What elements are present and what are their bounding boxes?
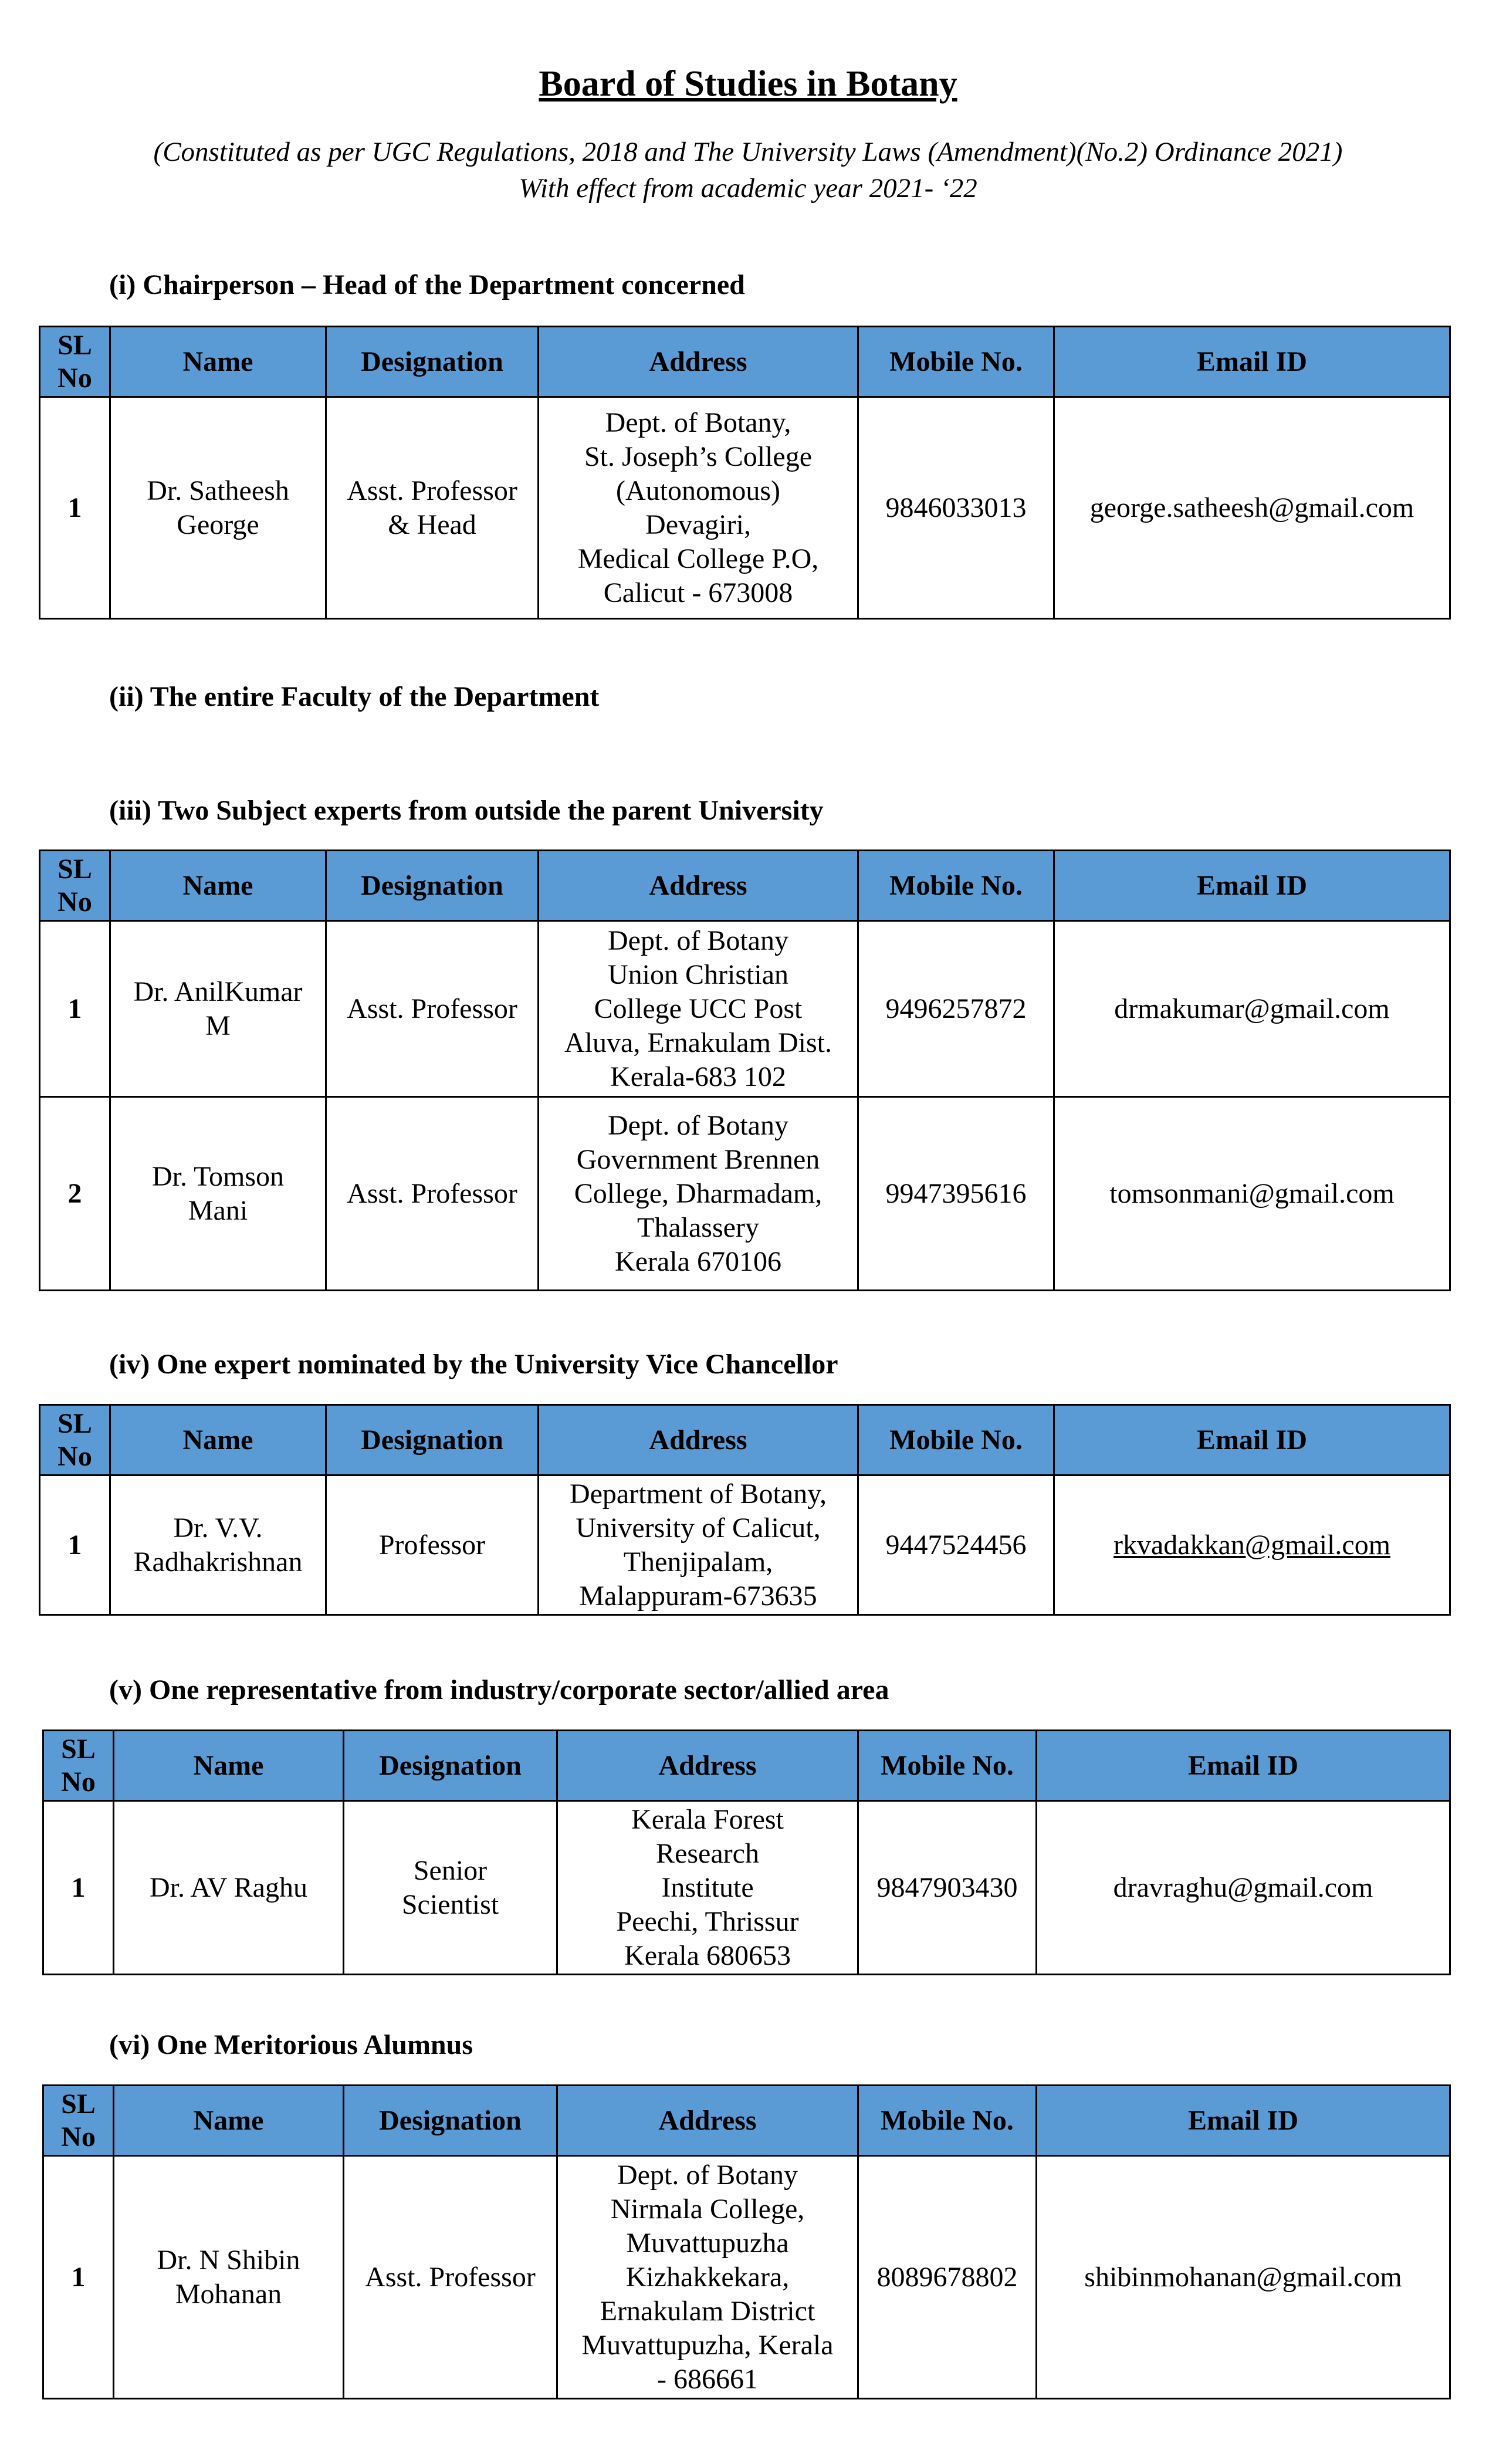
header-name: Name: [110, 851, 326, 921]
cell-address: Dept. of Botany, St. Joseph’s College (Autonomous) Devagiri, Medical College P.O, Calicut - 673008: [539, 397, 858, 619]
table-row: [43, 1801, 1450, 1975]
cell-mobile: 9496257872: [858, 921, 1054, 1097]
header-name: Name: [114, 1731, 344, 1801]
cell-mobile: 9947395616: [858, 1097, 1054, 1291]
page-title: Board of Studies in Botany: [539, 64, 957, 104]
table-row: [40, 1475, 1450, 1615]
header-address: Address: [539, 327, 858, 397]
cell-mobile: 9846033013: [858, 397, 1054, 619]
cell-mobile: 9447524456: [858, 1475, 1054, 1615]
email-link[interactable]: rkvadakkan@gmail.com: [1113, 1529, 1391, 1561]
header-name: Name: [110, 327, 326, 397]
table-row: [40, 921, 1450, 1097]
subtitle-line-1: (Constituted as per UGC Regulations, 2018 and The University Laws (Amendment)(No.2) Ordinance 2021): [153, 137, 1343, 167]
cell-sl: 1: [40, 921, 110, 1097]
cell-mobile: 8089678802: [858, 2156, 1037, 2399]
table-header-row: [40, 851, 1450, 921]
cell-designation: Asst. Professor: [326, 921, 539, 1097]
subtitle-line-2: With effect from academic year 2021- ‘22: [519, 173, 977, 204]
cell-name: Dr. AV Raghu: [114, 1801, 344, 1975]
cell-address: Department of Botany, University of Calicut, Thenjipalam, Malappuram-673635: [539, 1475, 858, 1615]
header-email: Email ID: [1054, 327, 1450, 397]
section-heading-subject-experts: (iii) Two Subject experts from outside the parent University: [109, 795, 824, 826]
header-designation: Designation: [326, 851, 539, 921]
section-heading-chairperson: (i) Chairperson – Head of the Department concerned: [109, 269, 745, 300]
header-mobile: Mobile No.: [858, 327, 1054, 397]
header-name: Name: [114, 2086, 344, 2156]
alumnus-table: [42, 2084, 1451, 2399]
header-email: Email ID: [1037, 2086, 1450, 2156]
table-row: [40, 397, 1450, 619]
cell-sl: 1: [43, 1801, 114, 1975]
header-designation: Designation: [326, 327, 539, 397]
cell-designation: Professor: [326, 1475, 539, 1615]
cell-sl: 1: [40, 1475, 110, 1615]
cell-email[interactable]: [1054, 1475, 1450, 1615]
header-mobile: Mobile No.: [858, 1405, 1054, 1475]
header-address: Address: [539, 1405, 858, 1475]
table-header-row: [40, 327, 1450, 397]
section-heading-vc-nominee: (iv) One expert nominated by the University Vice Chancellor: [109, 1349, 838, 1380]
header-designation: Designation: [344, 1731, 557, 1801]
cell-name: Dr. AnilKumar M: [110, 921, 326, 1097]
cell-sl: 1: [43, 2156, 114, 2399]
chairperson-table: [39, 326, 1451, 620]
section-heading-alumnus: (vi) One Meritorious Alumnus: [109, 2029, 473, 2060]
header-mobile: Mobile No.: [858, 2086, 1037, 2156]
header-email: Email ID: [1037, 1731, 1450, 1801]
cell-email: tomsonmani@gmail.com: [1054, 1097, 1450, 1291]
cell-sl: 2: [40, 1097, 110, 1291]
header-sl: SL No: [40, 327, 110, 397]
section-heading-industry-rep: (v) One representative from industry/corporate sector/allied area: [109, 1674, 889, 1705]
header-email: Email ID: [1054, 851, 1450, 921]
header-name: Name: [110, 1405, 326, 1475]
table-row: [40, 1097, 1450, 1291]
header-mobile: Mobile No.: [858, 1731, 1037, 1801]
cell-name: Dr. V.V. Radhakrishnan: [110, 1475, 326, 1615]
table-row: [43, 2156, 1450, 2399]
header-sl: SL No: [40, 851, 110, 921]
page-subtitle: [0, 134, 1496, 207]
vc-nominee-table: [39, 1404, 1451, 1616]
header-address: Address: [539, 851, 858, 921]
cell-designation: Senior Scientist: [344, 1801, 557, 1975]
header-email: Email ID: [1054, 1405, 1450, 1475]
cell-email: shibinmohanan@gmail.com: [1037, 2156, 1450, 2399]
header-sl: SL No: [43, 2086, 114, 2156]
table-header-row: [43, 2086, 1450, 2156]
header-address: Address: [557, 2086, 858, 2156]
table-header-row: [40, 1405, 1450, 1475]
cell-address: Dept. of Botany Union Christian College UCC Post Aluva, Ernakulam Dist. Kerala-683 102: [539, 921, 858, 1097]
cell-address: Dept. of Botany Government Brennen College, Dharmadam, Thalassery Kerala 670106: [539, 1097, 858, 1291]
header-sl: SL No: [40, 1405, 110, 1475]
section-heading-faculty: (ii) The entire Faculty of the Department: [109, 681, 600, 712]
header-designation: Designation: [326, 1405, 539, 1475]
header-sl: SL No: [43, 1731, 114, 1801]
cell-email: dravraghu@gmail.com: [1037, 1801, 1450, 1975]
cell-email: drmakumar@gmail.com: [1054, 921, 1450, 1097]
cell-address: Kerala Forest Research Institute Peechi, Thrissur Kerala 680653: [557, 1801, 858, 1975]
subject-experts-table: [39, 849, 1451, 1291]
header-designation: Designation: [344, 2086, 557, 2156]
cell-designation: Asst. Professor: [326, 1097, 539, 1291]
cell-name: Dr. Satheesh George: [110, 397, 326, 619]
cell-name: Dr. Tomson Mani: [110, 1097, 326, 1291]
cell-email: george.satheesh@gmail.com: [1054, 397, 1450, 619]
header-address: Address: [557, 1731, 858, 1801]
cell-sl: 1: [40, 397, 110, 619]
cell-mobile: 9847903430: [858, 1801, 1037, 1975]
industry-rep-table: [42, 1729, 1451, 1975]
cell-name: Dr. N Shibin Mohanan: [114, 2156, 344, 2399]
table-header-row: [43, 1731, 1450, 1801]
cell-address: Dept. of Botany Nirmala College, Muvattupuzha Kizhakkekara, Ernakulam District Muvattupuzha, Kerala - 686661: [557, 2156, 858, 2399]
header-mobile: Mobile No.: [858, 851, 1054, 921]
cell-designation: Asst. Professor: [344, 2156, 557, 2399]
cell-designation: Asst. Professor & Head: [326, 397, 539, 619]
